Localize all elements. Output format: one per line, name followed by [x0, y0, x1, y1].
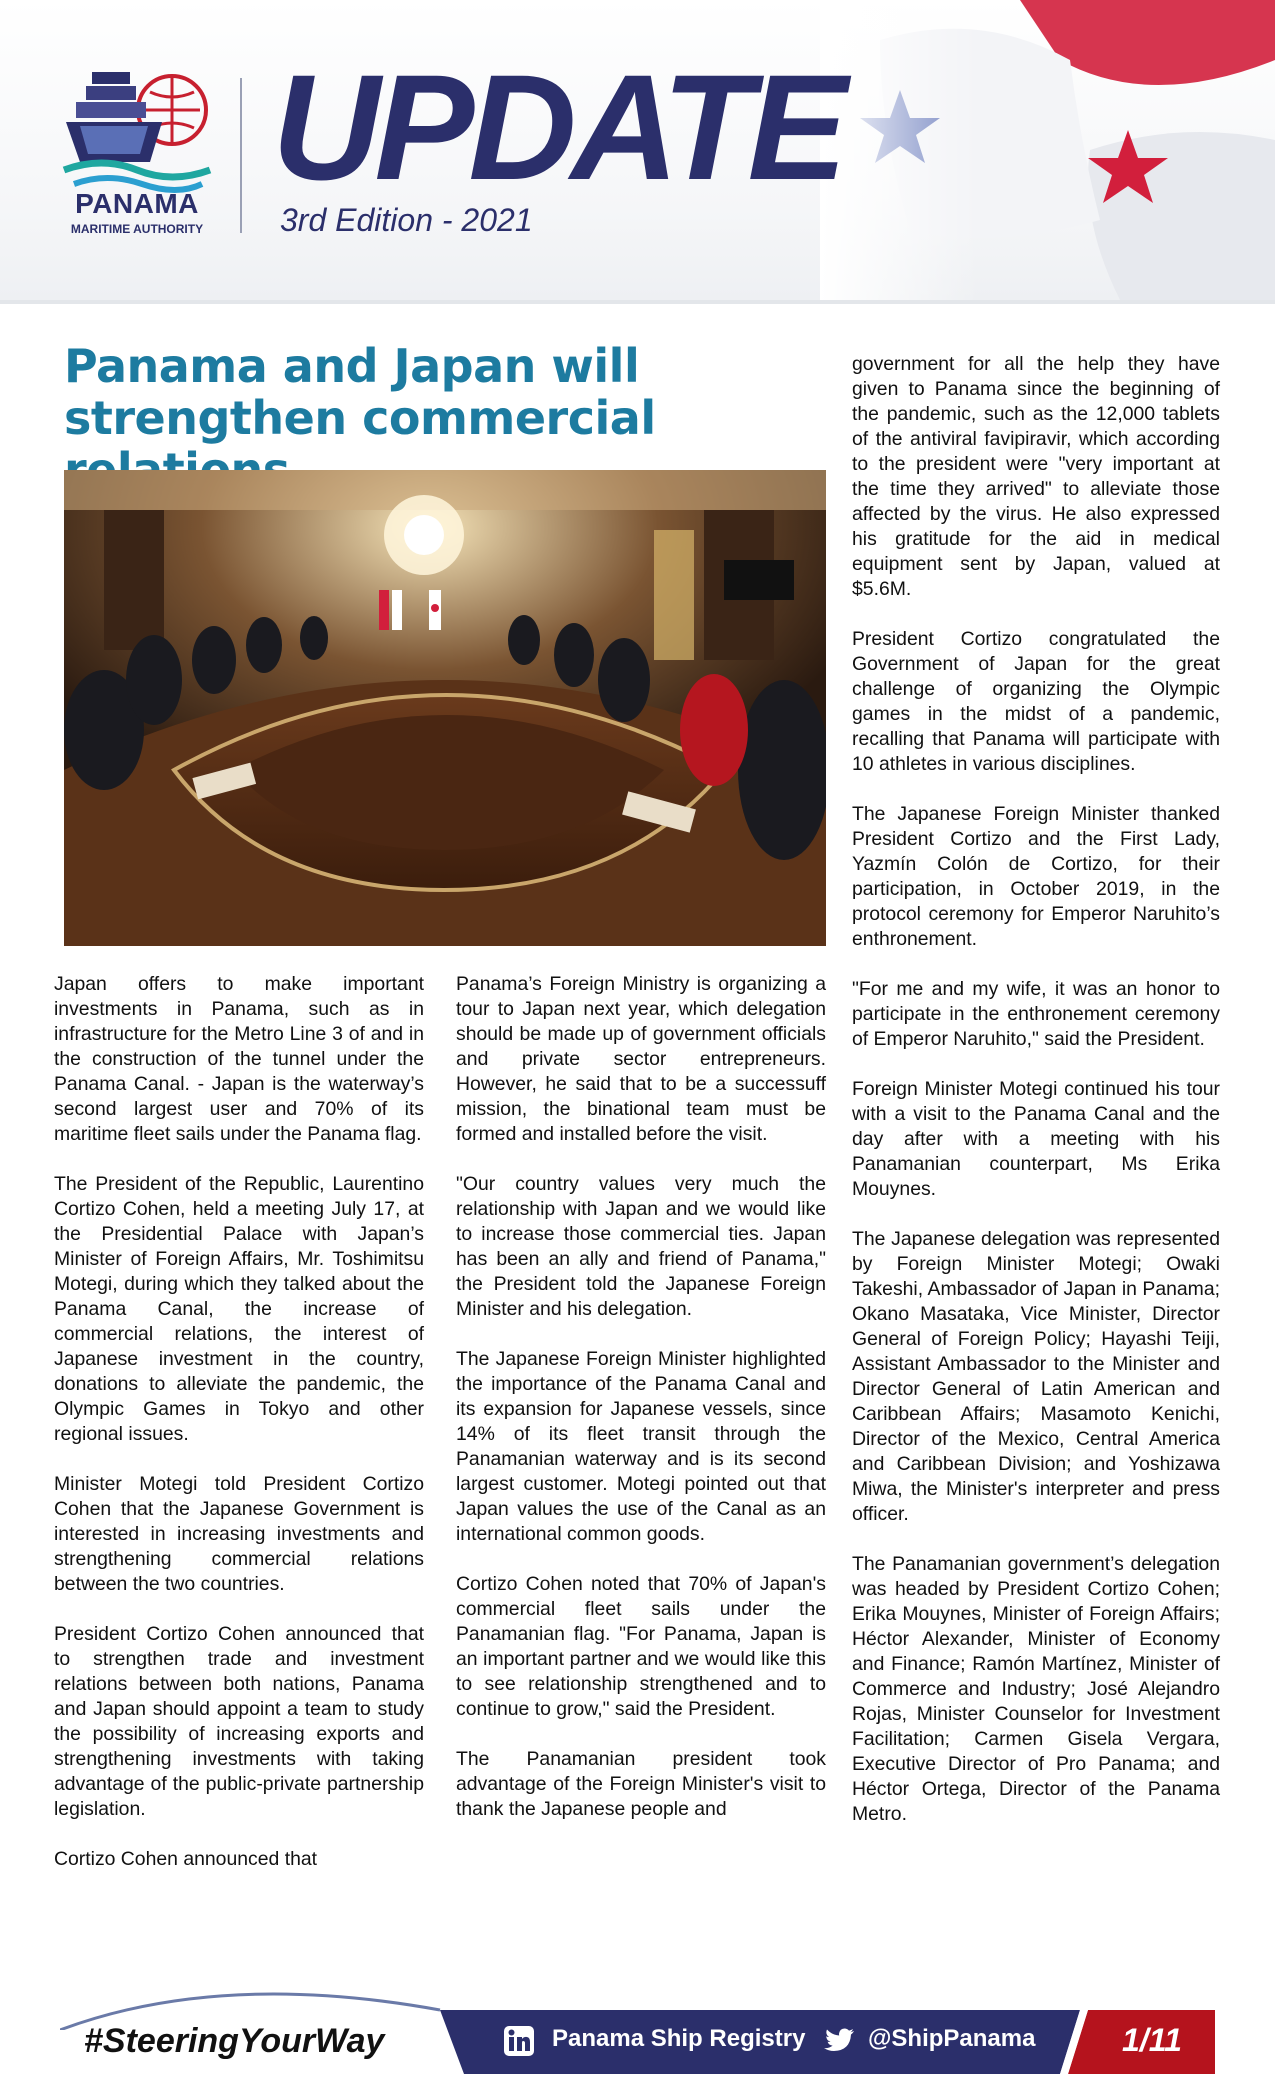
paragraph: Foreign Minister Motegi continued his tour with a visit to the Panama Canal and the day after with a meeting with his Panamanian counterpart, Ms Erika Mouynes.: [852, 1078, 1220, 1200]
paragraph: "For me and my wife, it was an honor to participate in the enthronement ceremony of Emperor Naruhito," said the President.: [852, 978, 1220, 1050]
paragraph: Panama’s Foreign Ministry is organizing a tour to Japan next year, which delegation should be made up of government officials and private sector entrepreneurs. However, he said that to be a successuff mission, the binational team must be formed and installed before the visit.: [456, 973, 826, 1145]
header-separator: [0, 300, 1275, 304]
paragraph: The Panamanian president took advantage of the Foreign Minister's visit to thank the Japanese people and: [456, 1748, 826, 1820]
paragraph: Minister Motegi told President Cortizo Cohen that the Japanese Government is interested in increasing investments and strengthening commercial relations between the two countries.: [54, 1473, 424, 1595]
article-column-3: [852, 352, 1220, 1852]
paragraph: The Japanese Foreign Minister highlighted the importance of the Panama Canal and its expansion for Japanese vessels, since 14% of its fleet transit through the Panamanian waterway and is its second largest customer. Motegi pointed out that Japan values the use of the Canal as an international common goods.: [456, 1348, 826, 1545]
paragraph: The President of the Republic, Laurentino Cortizo Cohen, held a meeting July 17, at the Presidential Palace with Japan’s Minister of Foreign Affairs, Mr. Toshimitsu Motegi, during which they talked about the Panama Canal, the increase of commercial relations, the interest of Japanese investment in the country, donations to alleviate the pandemic, the Olympic Games in Tokyo and other regional issues.: [54, 1173, 424, 1445]
article-title: Panama and Japan will strengthen commercial: [64, 339, 656, 445]
paragraph: Cortizo Cohen announced that: [54, 1848, 318, 1870]
twitter-icon[interactable]: [824, 2028, 854, 2054]
paragraph: government for all the help they have given to Panama since the beginning of the pandemic, such as the 12,000 tablets of the antiviral favipiravir, which according to the president were "very important at the time they arrived" to alleviate those affected by the virus. He also expressed his gratitude for the aid in medical equipment sent by Japan, valued at $5.6M.: [852, 353, 1220, 600]
paragraph: President Cortizo Cohen announced that to strengthen trade and investment relations between both nations, Panama and Japan should appoint a team to study the possibility of increasing exports and strengthening investments with taking advantage of the public-private partnership legislation.: [54, 1623, 424, 1820]
meeting-photo: [64, 470, 826, 946]
twitter-label[interactable]: @ShipPanama: [868, 2025, 1036, 2052]
logo-subtitle: MARITIME AUTHORITY: [70, 222, 204, 236]
edition-label: 3rd Edition - 2021: [280, 202, 533, 238]
paragraph: "Our country values very much the relationship with Japan and we would like to increase those commercial ties. Japan has been an ally and friend of Panama," the President told the Japanese Foreign Minister and his delegation.: [456, 1173, 826, 1320]
paragraph: Cortizo Cohen noted that 70% of Japan's commercial fleet sails under the Panamanian flag. "For Panama, Japan is an important partner and we would like this to see relationship strengthened and to continue to grow," said the President.: [456, 1573, 826, 1720]
paragraph: Japan offers to make important investments in Panama, such as in infrastructure for the Metro Line 3 of and in the construction of the tunnel under the Panama Canal. - Japan is the waterway’s second largest user and 70% of its maritime fleet sails under the Panama flag.: [54, 973, 424, 1145]
hashtag: #SteeringYourWay: [84, 2022, 385, 2060]
article-column-2: [456, 972, 826, 1847]
panama-flag-graphic: [820, 0, 1275, 300]
page-header: [0, 0, 1275, 300]
linkedin-label[interactable]: Panama Ship Registry: [552, 2025, 806, 2052]
linkedin-icon[interactable]: [504, 2026, 534, 2056]
paragraph: The Japanese delegation was represented by Foreign Minister Motegi; Owaki Takeshi, Ambassador of Japan in Panama; Okano Masataka, Vice Minister, Director General of Foreign Policy; Hayashi Teiji, Assistant Ambassador to the Minister and Director General of Latin American and Caribbean Affairs; Masamoto Kenichi, Director of the Mexico, Central America and Caribbean Division; and Yoshizawa Miwa, the Minister's interpreter and press officer.: [852, 1228, 1220, 1525]
newsletter-title: UPDATE: [272, 43, 842, 211]
paragraph: The Panamanian government’s delegation was headed by President Cortizo Cohen; Erika Mouynes, Minister of Foreign Affairs; Héctor Alexander, Minister of Economy and Finance; Ramón Martínez, Minister of Commerce and Industry; José Alejandro Rojas, Minister Counselor for Investment Facilitation; Carmen Gisela Vergara, Executive Director of Pro Panama; and Héctor Ortega, Director of the Panama Metro.: [852, 1553, 1220, 1825]
header-divider: [240, 78, 242, 233]
page-number: 1/11: [1122, 2022, 1182, 2058]
logo-name: PANAMA: [75, 188, 199, 219]
paragraph: President Cortizo congratulated the Government of Japan for the great challenge of organizing the Olympic games in the midst of a pandemic, recalling that Panama will participate with 10 athletes in various disciplines.: [852, 628, 1220, 775]
article-column-1: [54, 972, 424, 1897]
paragraph: The Japanese Foreign Minister thanked President Cortizo and the First Lady, Yazmín Colón de Cortizo, for their participation, in October 2019, in the protocol ceremony for Emperor Naruhito’s enthronement.: [852, 803, 1220, 950]
